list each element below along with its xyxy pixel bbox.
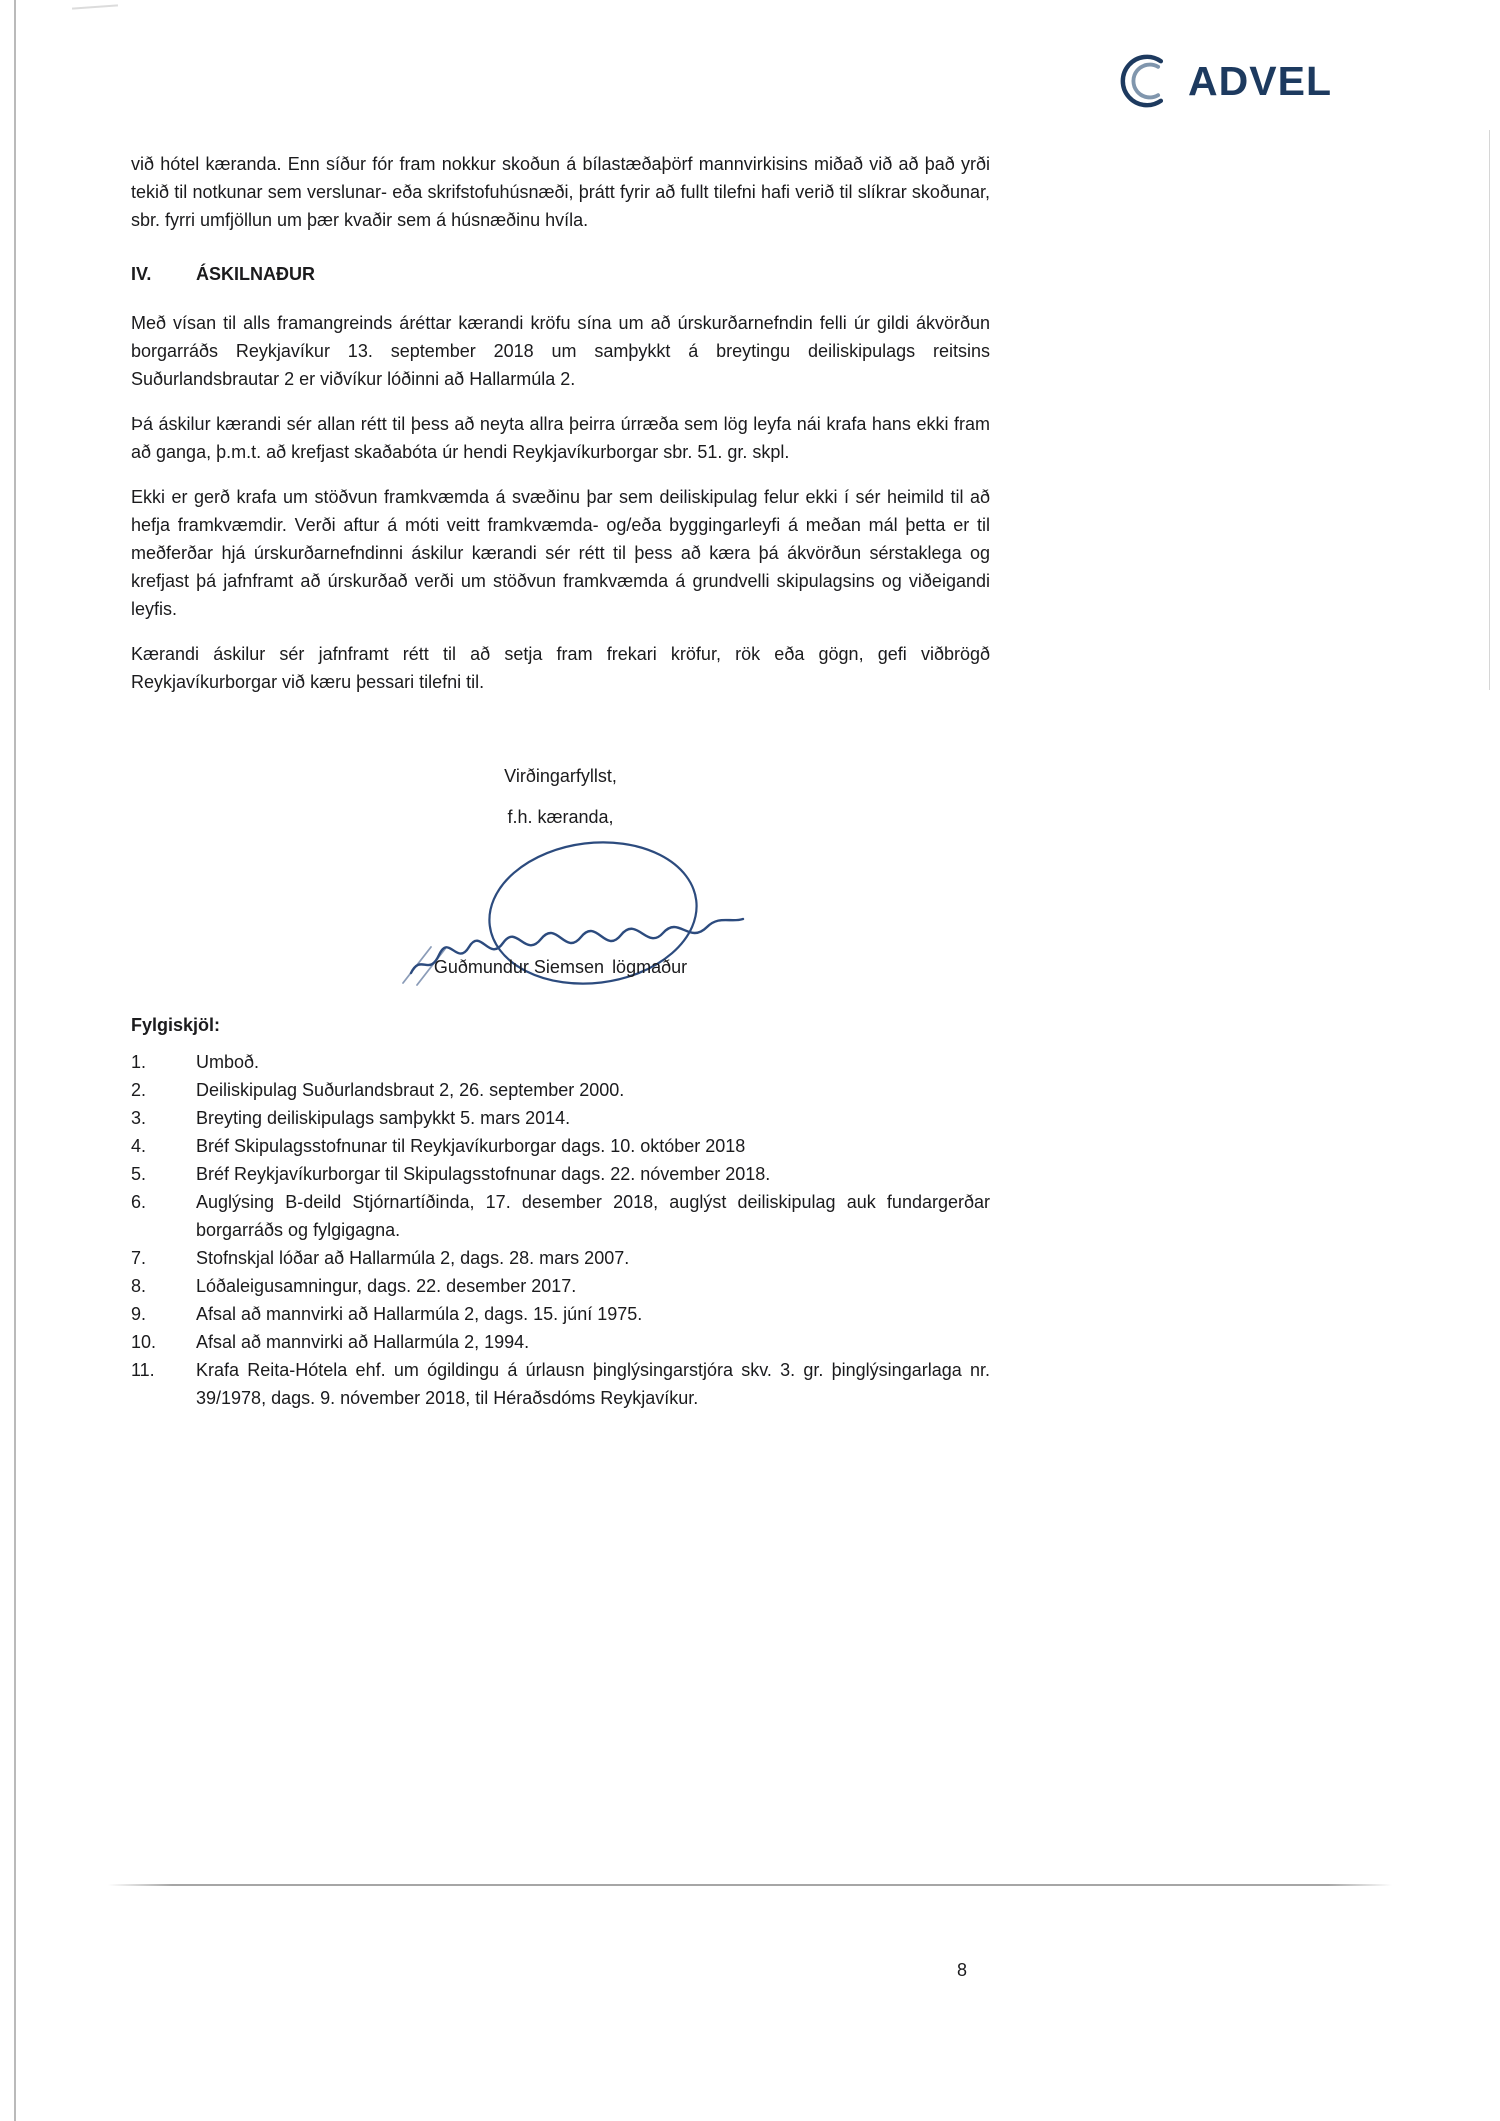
attachment-item [131, 1328, 990, 1356]
attachment-item [131, 1048, 990, 1076]
attachment-item [131, 1104, 990, 1132]
attachment-text: Auglýsing B-deild Stjórnartíðinda, 17. desember 2018, auglýst deiliskipulag auk fundargerðar borgarráðs og fylgigagna. [196, 1192, 990, 1240]
attachment-text: Afsal að mannvirki að Hallarmúla 2, 1994. [196, 1332, 530, 1352]
attachment-item [131, 1188, 990, 1244]
footer-divider [108, 1884, 1392, 1886]
advel-logo [1118, 52, 1332, 110]
attachment-text: Bréf Skipulagsstofnunar til Reykjavíkurborgar dags. 10. október 2018 [196, 1136, 746, 1156]
section-title: ÁSKILNAÐUR [196, 264, 315, 284]
section-heading [131, 260, 990, 288]
scan-artifact [72, 4, 118, 9]
signatory-title: lögmaður [612, 957, 688, 977]
scan-edge-right [1489, 130, 1490, 690]
closing-salutation: Virðingarfyllst, [504, 766, 617, 786]
attachment-item [131, 1272, 990, 1300]
scan-edge-left [14, 0, 16, 2121]
intro-paragraph: við hótel kæranda. Enn síður fór fram nokkur skoðun á bílastæðaþörf mannvirkisins miðað við að það yrði tekið til notkunar sem verslunar- eða skrifstofuhúsnæði, þrátt fyrir að fullt tilefni hafi verið til slíkrar skoðunar, sbr. fyrri umfjöllun um þær kvaðir sem á húsnæðinu hvíla. [131, 154, 990, 230]
attachment-number: 11. [131, 1360, 155, 1380]
closing-on-behalf: f.h. kæranda, [507, 807, 614, 827]
attachment-item [131, 1076, 990, 1104]
attachment-text: Deiliskipulag Suðurlandsbraut 2, 26. september 2000. [196, 1080, 625, 1100]
closing-block [131, 762, 990, 981]
signatory-name: Guðmundur Siemsen [433, 957, 604, 977]
attachment-number: 1. [131, 1052, 147, 1072]
attachment-number: 6. [131, 1192, 147, 1212]
section-number: IV. [131, 264, 152, 284]
letter-body [131, 150, 990, 1412]
attachment-item [131, 1244, 990, 1272]
page-number: 8 [957, 1960, 968, 1980]
attachment-number: 9. [131, 1304, 147, 1324]
attachment-text: Umboð. [196, 1052, 260, 1072]
attachment-number: 7. [131, 1248, 147, 1268]
advel-logo-icon [1118, 52, 1176, 110]
attachment-number: 5. [131, 1164, 147, 1184]
attachments-heading: Fylgiskjöl: [131, 1015, 221, 1035]
body-paragraph: Ekki er gerð krafa um stöðvun framkvæmda á svæðinu þar sem deiliskipulag felur ekki í sér heimild til að hefja framkvæmdir. Verði aftur á móti veitt framkvæmda- og/eða byggingarleyfi á meðan mál þetta er til meðferðar hjá úrskurðarnefndinni áskilur kærandi sér rétt til þess að kæra þá ákvörðun sérstaklega og krefjast þá jafnframt að úrskurðað verði um stöðvun framkvæmda á grundvelli skipulagsins og viðeigandi leyfis. [131, 487, 990, 619]
body-paragraph: Með vísan til alls framangreinds áréttar kærandi kröfu sína um að úrskurðarnefndin felli úr gildi ákvörðun borgarráðs Reykjavíkur 13. september 2018 um samþykkt á breytingu deiliskipulags reitsins Suðurlandsbrautar 2 er viðvíkur lóðinni að Hallarmúla 2. [131, 313, 990, 389]
attachment-text: Afsal að mannvirki að Hallarmúla 2, dags. 15. júní 1975. [196, 1304, 643, 1324]
attachment-item [131, 1160, 990, 1188]
attachment-text: Breyting deiliskipulags samþykkt 5. mars 2014. [196, 1108, 571, 1128]
attachment-item [131, 1356, 990, 1412]
attachment-item [131, 1132, 990, 1160]
attachment-text: Lóðaleigusamningur, dags. 22. desember 2017. [196, 1276, 577, 1296]
body-paragraph: Þá áskilur kærandi sér allan rétt til þess að neyta allra þeirra úrræða sem lög leyfa nái krafa hans ekki fram að ganga, þ.m.t. að krefjast skaðabóta úr hendi Reykjavíkurborgar sbr. 51. gr. skpl. [131, 414, 990, 462]
attachment-text: Krafa Reita-Hótela ehf. um ógildingu á úrlausn þinglýsingarstjóra skv. 3. gr. þinglýsingarlaga nr. 39/1978, dags. 9. nóvember 2018, til Héraðsdóms Reykjavíkur. [196, 1360, 990, 1408]
attachment-item [131, 1300, 990, 1328]
signature-block [131, 835, 990, 981]
logo-inner-arc [1133, 65, 1158, 98]
attachment-number: 3. [131, 1108, 147, 1128]
attachments-section [131, 1011, 990, 1412]
attachment-number: 10. [131, 1332, 157, 1352]
attachment-text: Stofnskjal lóðar að Hallarmúla 2, dags. 28. mars 2007. [196, 1248, 630, 1268]
attachment-text: Bréf Reykjavíkurborgar til Skipulagsstofnunar dags. 22. nóvember 2018. [196, 1164, 771, 1184]
attachment-number: 8. [131, 1276, 147, 1296]
attachment-number: 4. [131, 1136, 147, 1156]
attachment-number: 2. [131, 1080, 147, 1100]
signatory-line [131, 953, 990, 981]
body-paragraph: Kærandi áskilur sér jafnframt rétt til að setja fram frekari kröfur, rök eða gögn, gefi viðbrögð Reykjavíkurborgar við kæru þessari tilefni til. [131, 644, 990, 692]
advel-wordmark: ADVEL [1188, 57, 1332, 104]
